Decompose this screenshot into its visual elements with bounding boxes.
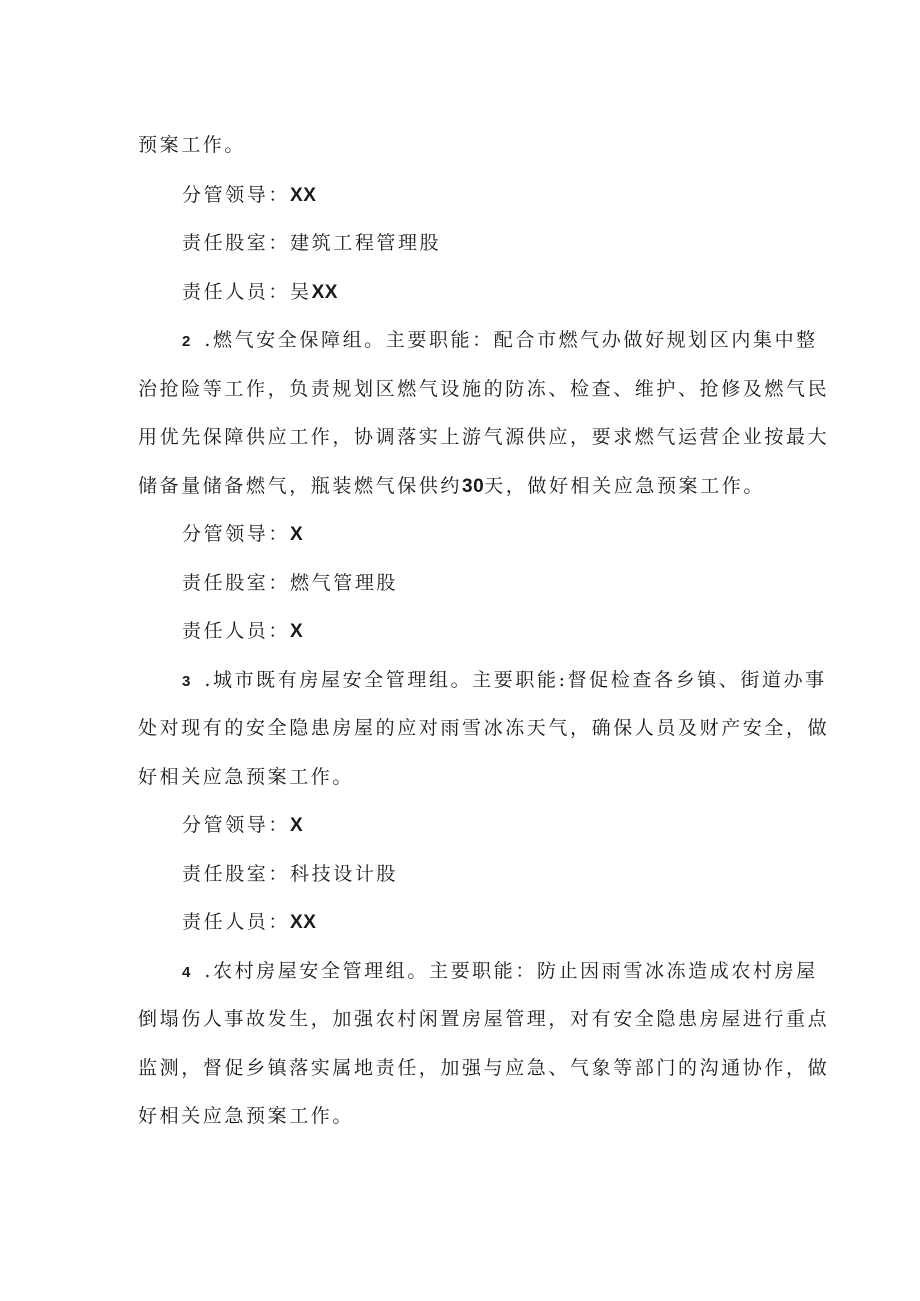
person-value: X xyxy=(290,621,304,642)
leader-label: 分管领导： xyxy=(182,814,291,836)
leader-value: X xyxy=(290,524,304,545)
office-label: 责任股室： xyxy=(182,572,291,594)
group2-paragraph-line-4 xyxy=(138,474,788,499)
paragraph-text: 好相关应急预案工作。 xyxy=(138,1105,355,1127)
intro-paragraph-tail xyxy=(138,133,788,157)
group3-person-line xyxy=(182,910,788,935)
group4-paragraph-line-1 xyxy=(182,959,818,985)
paragraph-text: 好相关应急预案工作。 xyxy=(138,766,355,788)
paragraph-text: 处对现有的安全隐患房屋的应对雨雪冰冻天气，确保人员及财产安全，做 xyxy=(138,717,830,739)
person-label: 责任人员： xyxy=(182,281,291,303)
paragraph-text: 监测，督促乡镇落实属地责任，加强与应急、气象等部门的沟通协作，做 xyxy=(138,1057,830,1079)
paragraph-text: 储备量储备燃气，瓶装燃气保供约 xyxy=(138,475,463,497)
paragraph-text: 用优先保障供应工作，协调落实上游气源供应，要求燃气运营企业按最大 xyxy=(138,426,830,448)
paragraph-text: .燃气安全保障组。主要职能：配合市燃气办做好规划区内集中整 xyxy=(204,329,818,351)
leader-value: XX xyxy=(290,185,317,206)
person-label: 责任人员： xyxy=(182,620,291,642)
group4-paragraph-line-2 xyxy=(138,1007,830,1031)
group3-office-line xyxy=(182,862,788,886)
group1-leader-line xyxy=(182,183,788,208)
paragraph-text: 天，做好相关应急预案工作。 xyxy=(484,475,765,497)
group1-office-line xyxy=(182,231,788,255)
group2-leader-line xyxy=(182,522,788,547)
group2-paragraph-line-2 xyxy=(138,377,830,401)
group1-person-line xyxy=(182,280,788,305)
group2-paragraph-line-1 xyxy=(182,328,818,354)
paragraph-text: 倒塌伤人事故发生，加强农村闲置房屋管理，对有安全隐患房屋进行重点 xyxy=(138,1008,830,1030)
person-label: 责任人员： xyxy=(182,911,291,933)
office-label: 责任股室： xyxy=(182,863,291,885)
group2-office-line xyxy=(182,571,788,595)
group2-paragraph-line-3 xyxy=(138,425,830,449)
person-value-prefix: 吴 xyxy=(290,281,312,303)
section-number: 4 xyxy=(182,964,191,981)
group2-person-line xyxy=(182,619,788,644)
office-value: 科技设计股 xyxy=(290,863,399,885)
group3-paragraph-line-3 xyxy=(138,765,788,789)
paragraph-text: .城市既有房屋安全管理组。主要职能:督促检查各乡镇、街道办事 xyxy=(204,669,827,691)
group3-leader-line xyxy=(182,813,788,838)
group4-paragraph-line-4 xyxy=(138,1104,788,1128)
office-label: 责任股室： xyxy=(182,232,291,254)
group3-paragraph-line-2 xyxy=(138,716,830,740)
person-value: XX xyxy=(290,912,317,933)
group3-paragraph-line-1 xyxy=(182,668,827,694)
paragraph-text: 治抢险等工作，负责规划区燃气设施的防冻、检查、维护、抢修及燃气民 xyxy=(138,378,830,400)
office-value: 建筑工程管理股 xyxy=(290,232,442,254)
leader-label: 分管领导： xyxy=(182,184,291,206)
office-value: 燃气管理股 xyxy=(290,572,399,594)
leader-value: X xyxy=(290,815,304,836)
section-number: 2 xyxy=(182,333,191,350)
paragraph-text: 预案工作。 xyxy=(138,134,247,156)
section-number: 3 xyxy=(182,673,191,690)
paragraph-text: .农村房屋安全管理组。主要职能：防止因雨雪冰冻造成农村房屋 xyxy=(204,960,818,982)
leader-label: 分管领导： xyxy=(182,523,291,545)
person-value: XX xyxy=(311,282,338,303)
days-number: 30 xyxy=(462,476,485,497)
group4-paragraph-line-3 xyxy=(138,1056,830,1080)
